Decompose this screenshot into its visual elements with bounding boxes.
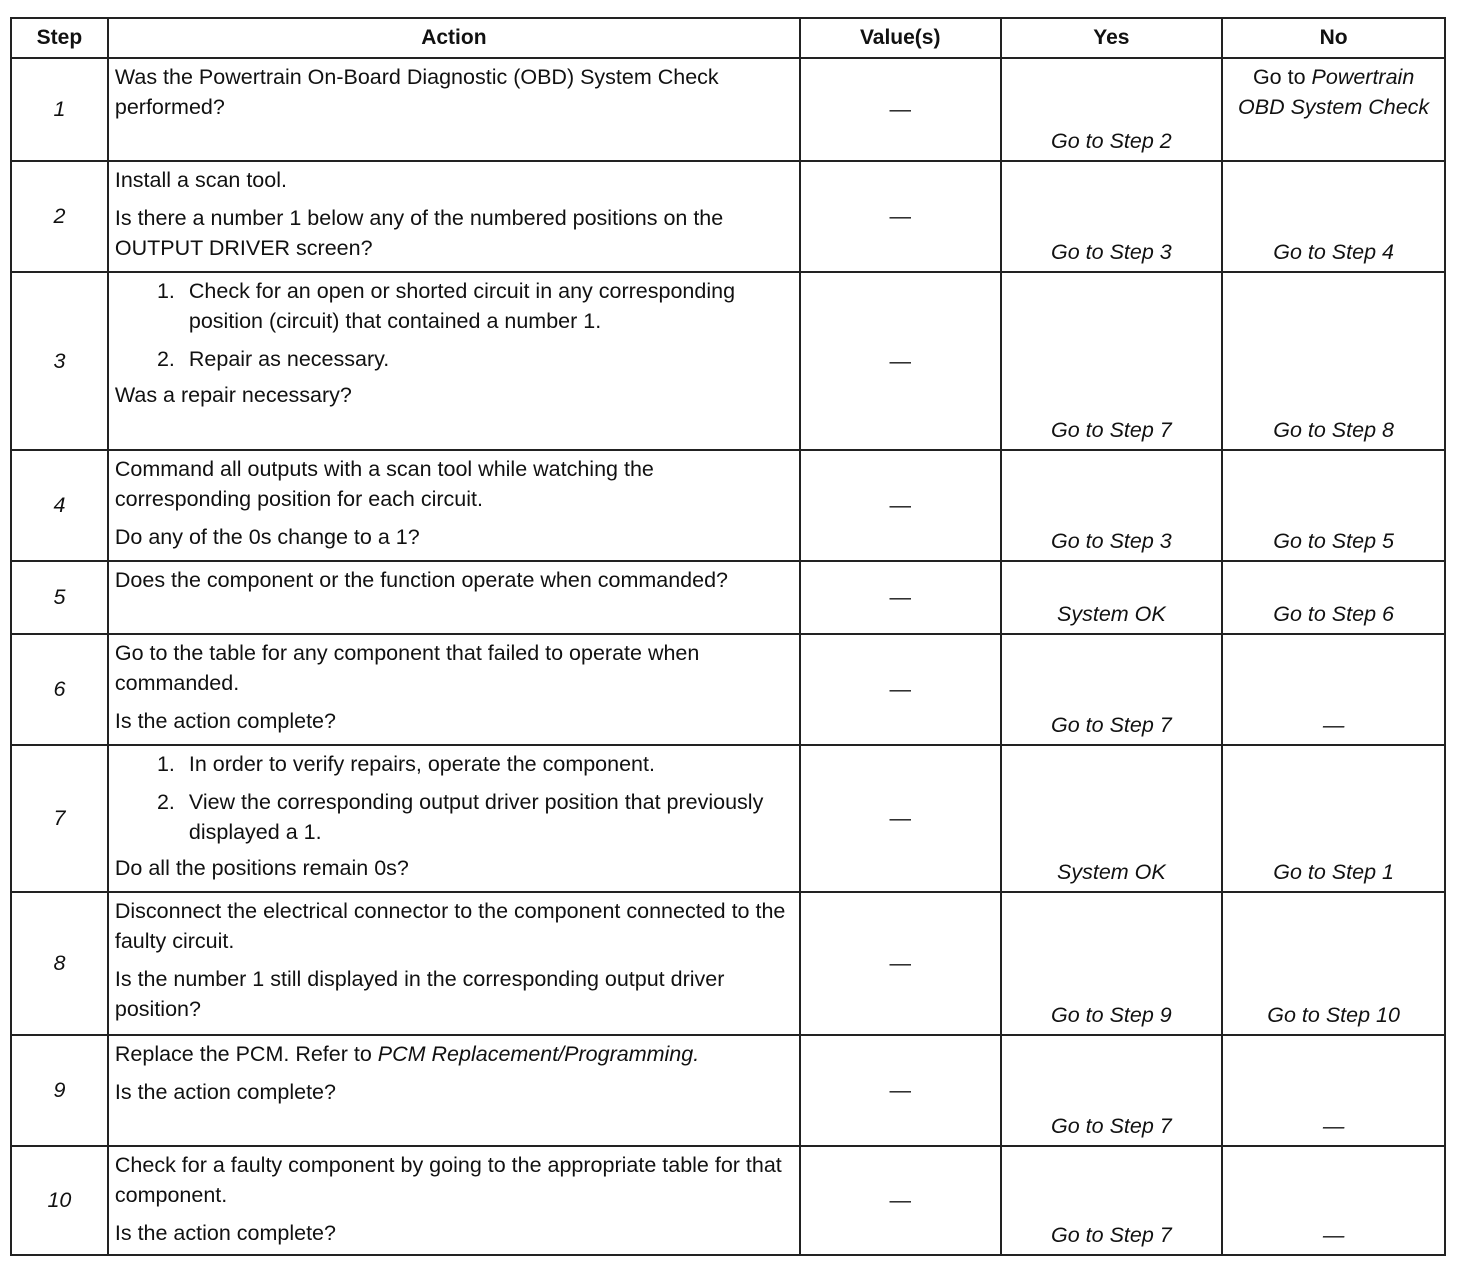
no-prefix: Go to: [1252, 65, 1306, 89]
value-cell: —: [800, 745, 1001, 892]
action-cell: [108, 561, 800, 634]
diagnostic-table: [10, 17, 1446, 1256]
step-number: 7: [11, 745, 108, 892]
action-question: Do any of the 0s change to a 1?: [114, 525, 420, 549]
yes-cell: System OK: [1001, 745, 1223, 892]
yes-cell: Go to Step 7: [1001, 272, 1223, 450]
yes-cell: Go to Step 3: [1001, 450, 1223, 561]
action-question: Do all the positions remain 0s?: [114, 856, 409, 880]
value-cell: —: [800, 450, 1001, 561]
yes-cell: Go to Step 7: [1001, 634, 1223, 745]
table-row: [11, 1035, 1445, 1146]
no-cell: Go to Step 8: [1222, 272, 1445, 450]
step-number: 1: [11, 58, 108, 161]
header-step: Step: [11, 18, 108, 58]
no-cell: Go to Step 10: [1222, 892, 1445, 1035]
value-cell: —: [800, 161, 1001, 272]
step-number: 9: [11, 1035, 108, 1146]
step-number: 5: [11, 561, 108, 634]
step-number: 2: [11, 161, 108, 272]
yes-cell: Go to Step 3: [1001, 161, 1223, 272]
action-text: Install a scan tool.: [114, 168, 287, 192]
yes-cell: Go to Step 7: [1001, 1035, 1223, 1146]
no-cell: —: [1222, 1146, 1445, 1255]
action-text: Disconnect the electrical connector to the component connected to the faulty circuit.: [114, 899, 786, 953]
action-text: Was the Powertrain On-Board Diagnostic (OBD) System Check performed?: [114, 65, 719, 119]
yes-cell: Go to Step 2: [1001, 58, 1223, 161]
action-cell: [108, 1035, 800, 1146]
action-cell: [108, 450, 800, 561]
no-cell: Go to Step 6: [1222, 561, 1445, 634]
step-number: 6: [11, 634, 108, 745]
action-question: Is the action complete?: [114, 1080, 336, 1104]
action-text: Does the component or the function operate when commanded?: [114, 568, 729, 592]
step-number: 3: [11, 272, 108, 450]
action-prefix: Replace the PCM. Refer to: [114, 1042, 372, 1066]
yes-cell: Go to Step 9: [1001, 892, 1223, 1035]
no-cell: [1222, 58, 1445, 161]
table-row: [11, 634, 1445, 745]
action-cell: [108, 634, 800, 745]
action-steps-list: [115, 749, 793, 847]
table-row: [11, 272, 1445, 450]
action-question: Is the number 1 still displayed in the corresponding output driver position?: [114, 967, 725, 1021]
value-cell: —: [800, 1146, 1001, 1255]
action-question: Is there a number 1 below any of the numbered positions on the OUTPUT DRIVER screen?: [114, 206, 724, 260]
header-action: Action: [108, 18, 800, 58]
step-number: 10: [11, 1146, 108, 1255]
value-cell: —: [800, 892, 1001, 1035]
table-row: [11, 561, 1445, 634]
action-cell: [108, 272, 800, 450]
header-yes: Yes: [1001, 18, 1223, 58]
step-number: 8: [11, 892, 108, 1035]
no-reference: Powertrain OBD System Check: [1238, 65, 1430, 119]
table-row: [11, 450, 1445, 561]
table-row: [11, 1146, 1445, 1255]
value-cell: —: [800, 58, 1001, 161]
action-cell: [108, 745, 800, 892]
value-cell: —: [800, 272, 1001, 450]
action-reference: PCM Replacement/Programming.: [377, 1042, 700, 1066]
header-no: No: [1222, 18, 1445, 58]
table-row: [11, 161, 1445, 272]
value-cell: —: [800, 1035, 1001, 1146]
action-text: Command all outputs with a scan tool while watching the corresponding position for each circuit.: [114, 457, 654, 511]
table-row: [11, 745, 1445, 892]
no-cell: Go to Step 1: [1222, 745, 1445, 892]
action-text: Check for a faulty component by going to the appropriate table for that component.: [114, 1153, 782, 1207]
action-question: Is the action complete?: [114, 709, 336, 733]
no-cell: —: [1222, 1035, 1445, 1146]
action-cell: [108, 1146, 800, 1255]
action-question: Is the action complete?: [114, 1221, 336, 1245]
value-cell: —: [800, 634, 1001, 745]
no-cell: Go to Step 4: [1222, 161, 1445, 272]
action-question: Was a repair necessary?: [114, 383, 352, 407]
action-text: Go to the table for any component that failed to operate when commanded.: [114, 641, 700, 695]
action-step-item: 1. In order to verify repairs, operate the component.: [181, 749, 793, 779]
action-cell: [108, 892, 800, 1035]
action-step-item: 2. View the corresponding output driver position that previously displayed a 1.: [181, 787, 793, 847]
action-steps-list: [115, 276, 793, 374]
yes-cell: Go to Step 7: [1001, 1146, 1223, 1255]
header-row: [11, 18, 1445, 58]
value-cell: —: [800, 561, 1001, 634]
action-cell: [108, 161, 800, 272]
action-step-item: 1. Check for an open or shorted circuit in any corresponding position (circuit) that contained a number 1.: [181, 276, 793, 336]
table-row: [11, 58, 1445, 161]
action-step-item: 2. Repair as necessary.: [181, 344, 793, 374]
no-cell: Go to Step 5: [1222, 450, 1445, 561]
table-row: [11, 892, 1445, 1035]
yes-cell: System OK: [1001, 561, 1223, 634]
no-cell: —: [1222, 634, 1445, 745]
action-cell: [108, 58, 800, 161]
action-text: [115, 1039, 793, 1069]
header-values: Value(s): [800, 18, 1001, 58]
step-number: 4: [11, 450, 108, 561]
